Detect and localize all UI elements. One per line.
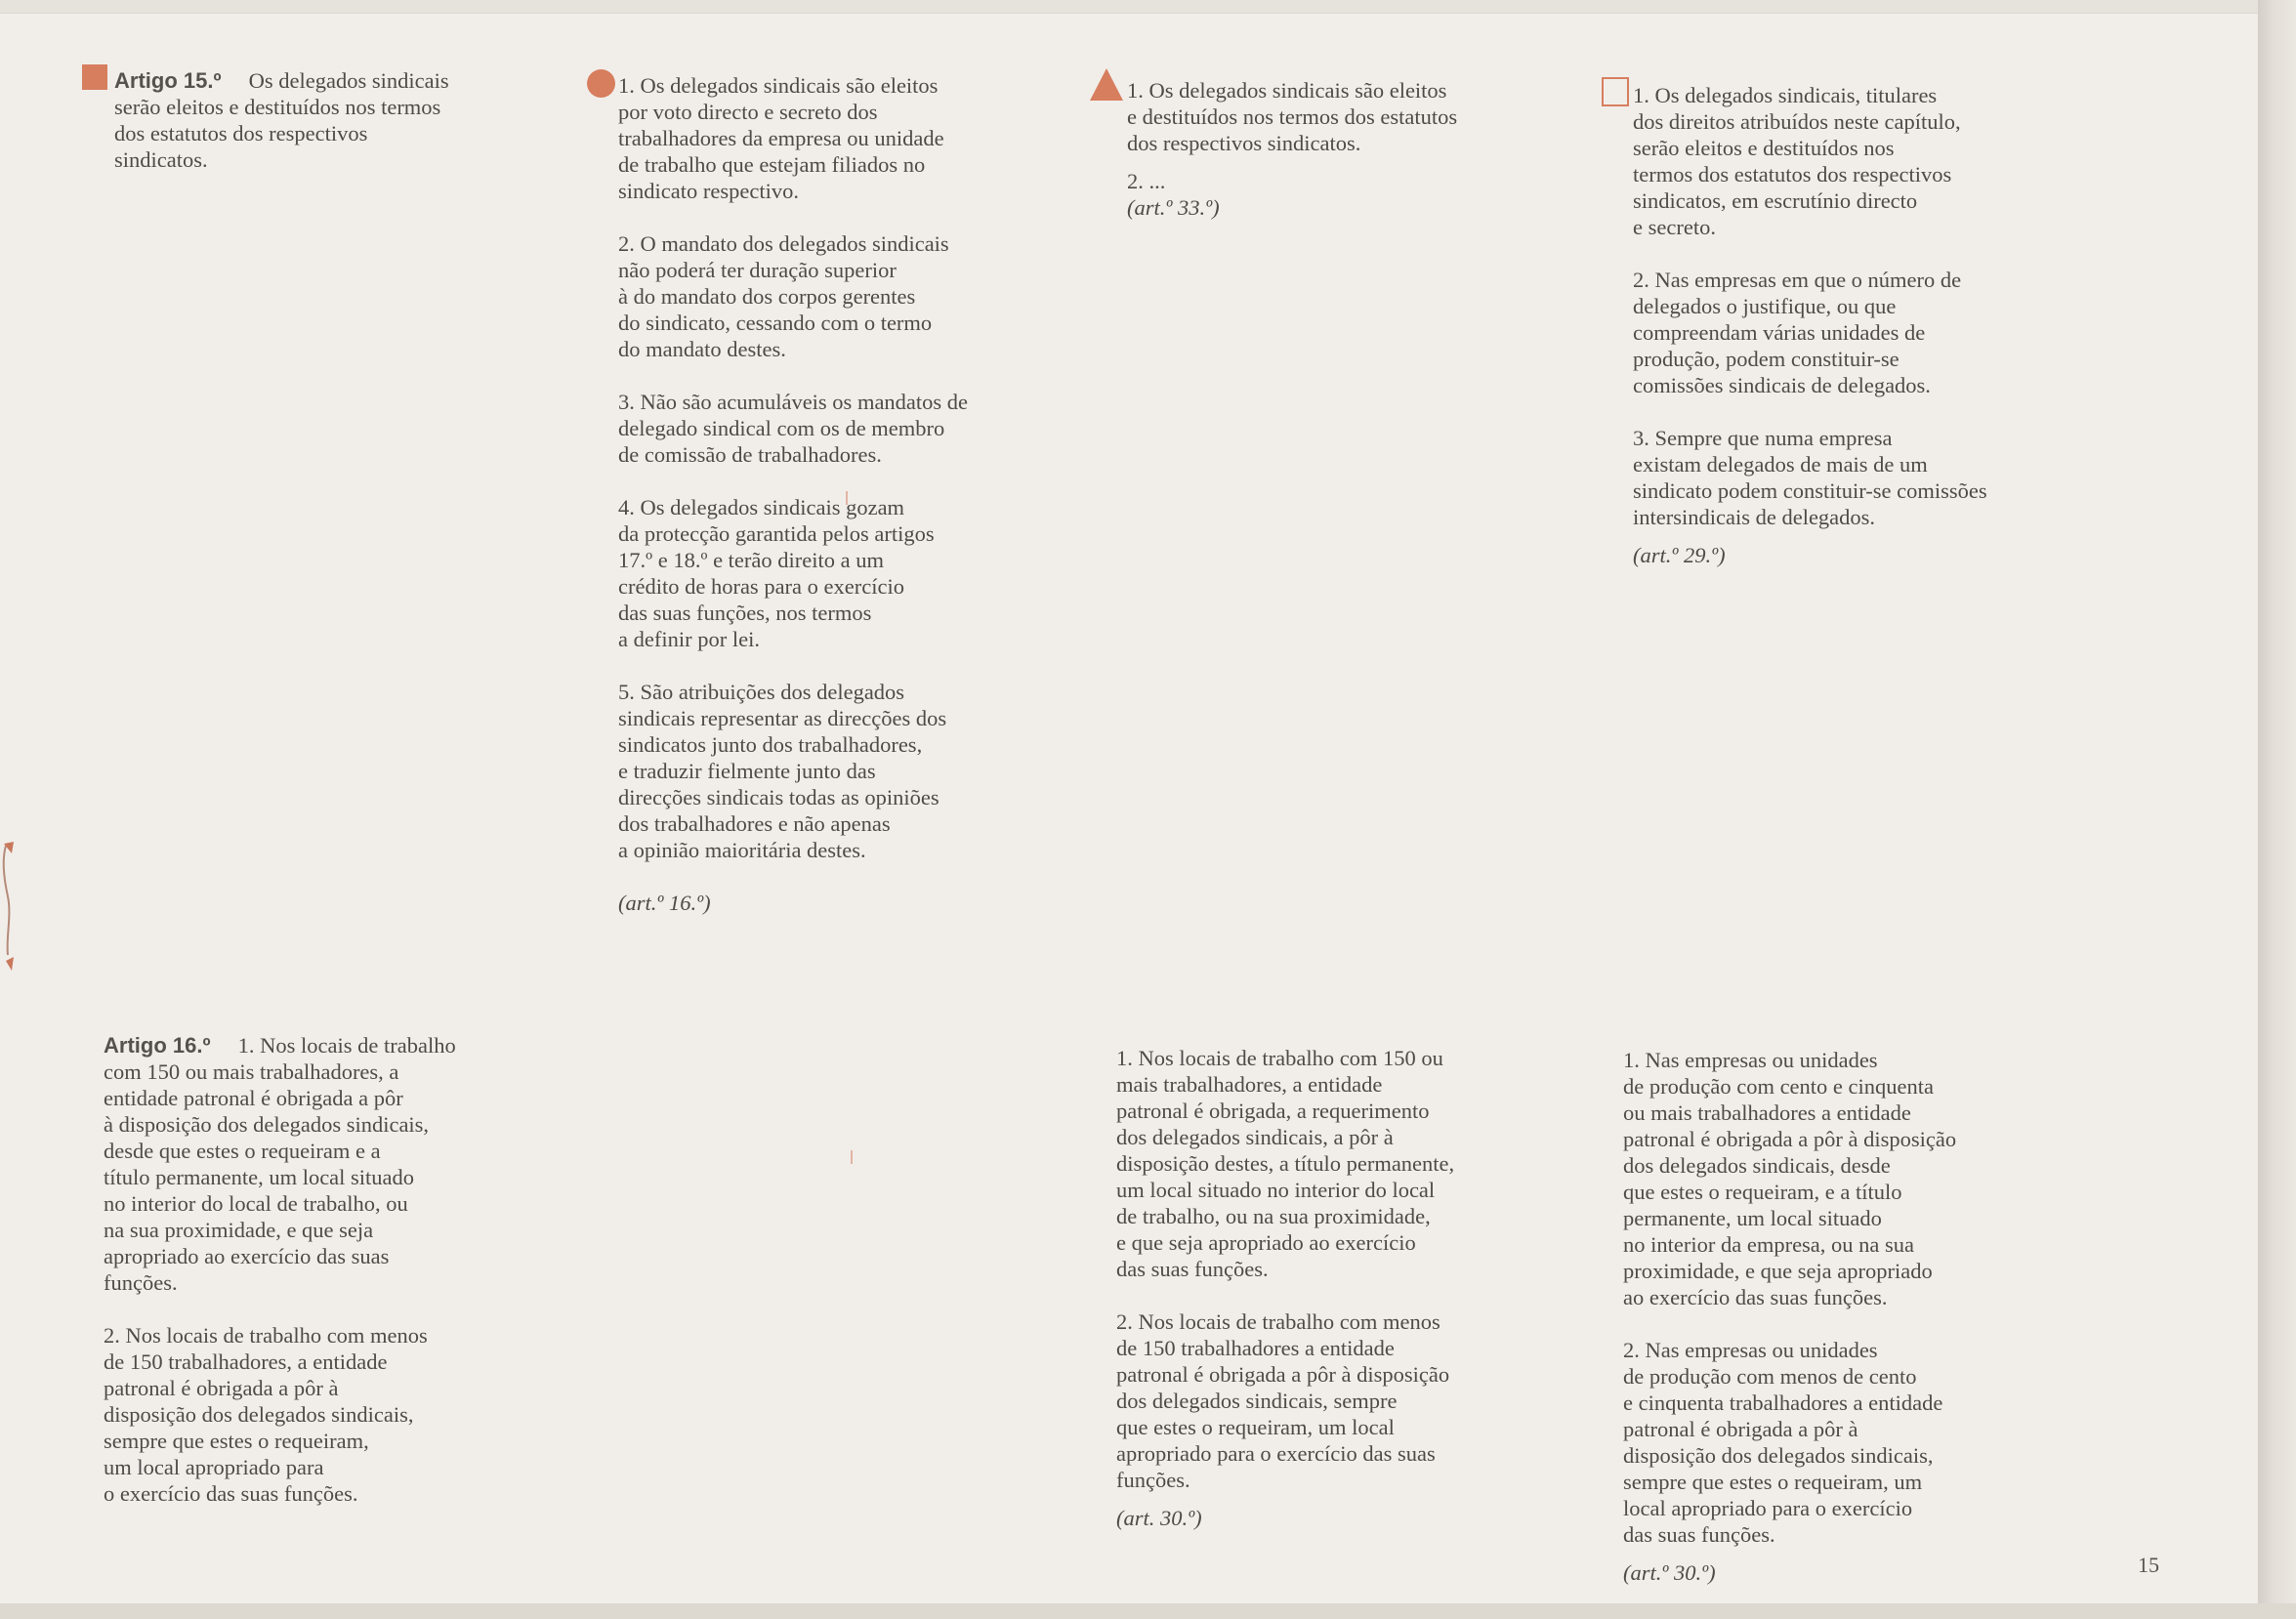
paragraph: 1. Os delegados sindicais são eleitos por voto directo e secreto dos trabalhadores da empresa ou unidade de trabalho que estejam filiados no sindicato respectivo. [618, 73, 944, 203]
art15-col1 [114, 67, 583, 173]
paragraph: 4. Os delegados sindicais gozam da protecção garantida pelos artigos 17.º e 18.º e terão direito a um crédito de horas para o exercício das suas funções, nos termos a definir por lei. [618, 495, 935, 651]
filled-square-icon [82, 64, 107, 90]
art15-col2 [618, 72, 1087, 916]
art16-col4 [1623, 1047, 2111, 1586]
paragraph: 1. Os delegados sindicais, titulares dos direitos atribuídos neste capítulo, serão eleitos e destituídos nos termos dos estatutos dos respectivos sindicatos, em escrutínio directo e secreto. [1633, 83, 1961, 239]
filled-triangle-icon [1090, 68, 1123, 101]
paragraph: 1. Nas empresas ou unidades de produção com cento e cinquenta ou mais trabalhadores a entidade patronal é obrigada a pôr à disposição dos delegados sindicais, desde que estes o requeiram, e a título permanente, um local situado no interior da empresa, ou na sua proximidade, e que seja apropriado ao exercício das suas funções. [1623, 1048, 1957, 1309]
art16-col3 [1116, 1045, 1595, 1531]
art15-col4 [1633, 82, 2121, 568]
article-reference: (art.º 33.º) [1127, 195, 1220, 220]
article-reference: (art. 30.º) [1116, 1506, 1202, 1530]
art15-col3 [1127, 77, 1596, 221]
binding-thread-icon [0, 840, 21, 986]
paragraph: 2. O mandato dos delegados sindicais não poderá ter duração superior à do mandato dos corpos gerentes do sindicato, cessando com o termo do mandato destes. [618, 231, 949, 361]
paragraph: 2. Nas empresas ou unidades de produção com menos de cento e cinquenta trabalhadores a entidade patronal é obrigada a pôr à disposição dos delegados sindicais, sempre que estes o requeiram, um local apropriado para o exercício das suas funções. [1623, 1338, 1943, 1547]
outline-square-icon [1602, 77, 1629, 106]
article-reference: (art.º 29.º) [1633, 543, 1726, 567]
paragraph: 1. Nos locais de trabalho com 150 ou mais trabalhadores, a entidade patronal é obrigada, a requerimento dos delegados sindicais, a pôr à disposição destes, a título permanente, um local situado no interior do local de trabalho, ou na sua proximidade, e que seja apropriado ao exercício das suas funções. [1116, 1046, 1455, 1281]
article-reference: (art.º 30.º) [1623, 1560, 1716, 1585]
page-number: 15 [2138, 1553, 2159, 1577]
paragraph: 2. ... [1127, 169, 1166, 193]
art16-col1 [104, 1032, 572, 1507]
page-edge [2258, 0, 2296, 1619]
paragraph: 2. Nas empresas em que o número de delegados o justifique, ou que compreendam várias unidades de produção, podem constituir-se comissões sindicais de delegados. [1633, 268, 1962, 397]
paragraph: 5. São atribuições dos delegados sindicais representar as direcções dos sindicatos junto dos trabalhadores, e traduzir fielmente junto das direcções sindicais todas as opiniões dos trabalhadores e não apenas a opinião maioritária destes. [618, 680, 947, 862]
stray-mark [851, 1150, 853, 1164]
page-bottom-edge [0, 1603, 2296, 1619]
filled-circle-icon [587, 69, 615, 98]
paragraph: 3. Sempre que numa empresa existam delegados de mais de um sindicato podem constituir-se comissões intersindicais de delegados. [1633, 426, 1987, 529]
paragraph: 1. Os delegados sindicais são eleitos e destituídos nos termos dos estatutos dos respectivos sindicatos. [1127, 78, 1458, 155]
paragraph: 3. Não são acumuláveis os mandatos de delegado sindical com os de membro de comissão de trabalhadores. [618, 390, 969, 467]
paragraph: 2. Nos locais de trabalho com menos de 150 trabalhadores, a entidade patronal é obrigada a pôr à disposição dos delegados sindicais, sempre que estes o requeiram, um local apropriado para o exercício das suas funções. [104, 1323, 428, 1506]
article-heading: Artigo 16.º [104, 1033, 211, 1058]
article-heading: Artigo 15.º [114, 68, 222, 93]
paragraph: Artigo 16.º 1. Nos locais de trabalho com 150 ou mais trabalhadores, a entidade patronal é obrigada a pôr à disposição dos delegados sindicais, desde que estes o requeiram e a título permanente, um local situado no interior do local de trabalho, ou na sua proximidade, e que seja apropriado ao exercício das suas funções. [104, 1033, 456, 1295]
art15-col1-text: Artigo 15.º Os delegados sindicais serão eleitos e destituídos nos termos dos estatutos dos respectivos sindicatos. [114, 68, 449, 172]
paragraph: 2. Nos locais de trabalho com menos de 150 trabalhadores a entidade patronal é obrigada a pôr à disposição dos delegados sindicais, sempre que estes o requeiram, um local apropriado para o exercício das suas funções. [1116, 1309, 1450, 1492]
article-reference: (art.º 16.º) [618, 891, 711, 915]
